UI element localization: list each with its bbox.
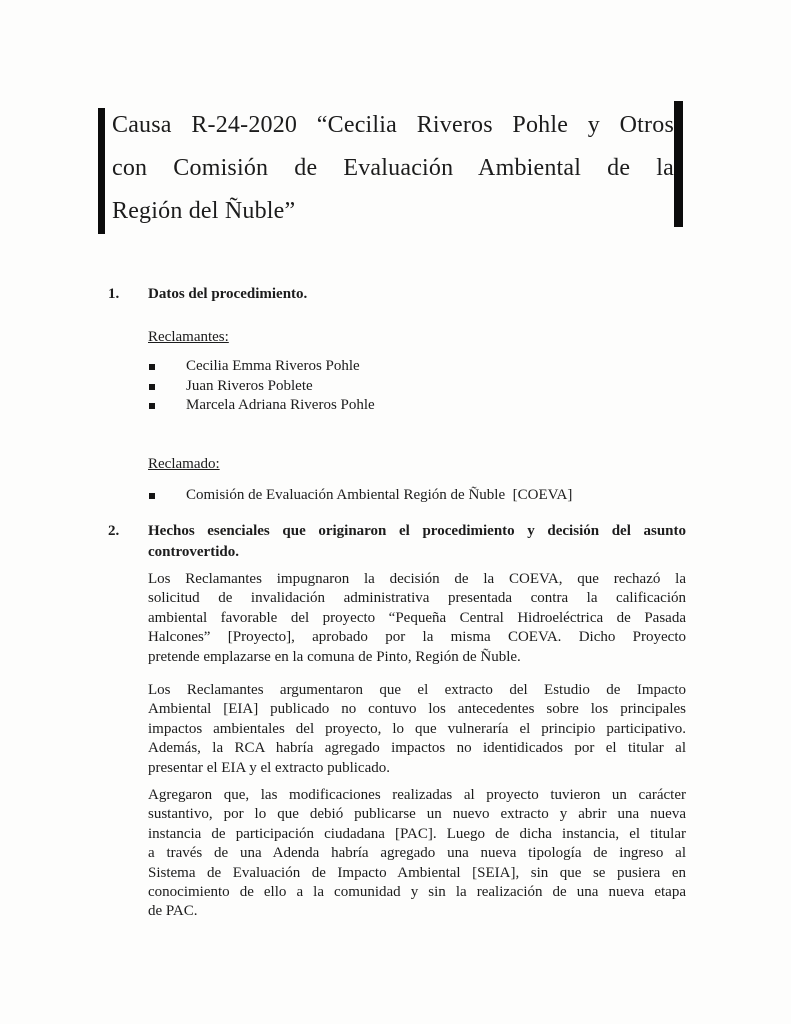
paragraph-line: Además, la RCA habría agregado impactos no identidicados por el titular al	[148, 740, 686, 757]
respondent-label: Reclamado:	[148, 456, 220, 472]
bullet-square-icon	[149, 403, 155, 409]
paragraph-line: Ambiental [EIA] publicado no contuvo los antecedentes sobre los principales	[148, 701, 686, 718]
paragraph-line: pretende emplazarse en la comuna de Pinto, Región de Ñuble.	[148, 648, 521, 665]
paragraph-line: de PAC.	[148, 903, 198, 920]
paragraph-1	[148, 570, 686, 667]
paragraph-3	[148, 786, 686, 922]
paragraph-line: Los Reclamantes impugnaron la decisión de la COEVA, que rechazó la	[148, 571, 686, 587]
paragraph-line: presentar el EIA y el extracto publicado.	[148, 759, 390, 776]
claimant-name: Juan Riveros Poblete	[186, 377, 313, 394]
paragraph-line: solicitud de invalidación administrativa presentada contra la calificación	[148, 590, 686, 607]
section-2-title-line: Hechos esenciales que originaron el procedimiento y decisión del asunto	[148, 523, 686, 539]
paragraph-line: Agregaron que, las modificaciones realizadas al proyecto tuvieron un carácter	[148, 787, 686, 803]
list-item	[148, 486, 686, 506]
paragraph-line: impactos ambientales del proyecto, lo que vulneraría el principio participativo.	[148, 720, 686, 737]
respondent-name: Comisión de Evaluación Ambiental Región de Ñuble [COEVA]	[186, 487, 573, 503]
title-left-bar	[98, 108, 105, 234]
section-2-heading	[108, 521, 686, 563]
case-title-line: Causa R-24-2020 “Cecilia Riveros Pohle y Otros	[112, 112, 674, 138]
paragraph-line: ambiental favorable del proyecto “Pequeña Central Hidroeléctrica de Pasada	[148, 609, 686, 626]
paragraph-line: a través de una Adenda habría agregado una nueva tipología de ingreso al	[148, 845, 686, 862]
bullet-square-icon	[149, 384, 155, 390]
paragraph-2	[148, 681, 686, 778]
section-1-title: Datos del procedimiento.	[148, 286, 308, 302]
list-item	[148, 377, 686, 397]
paragraph-line: instancia de participación ciudadana [PAC]. Luego de dicha instancia, el titular	[148, 825, 686, 842]
claimant-name: Cecilia Emma Riveros Pohle	[186, 358, 360, 374]
bullet-square-icon	[149, 364, 155, 370]
claimants-list	[148, 357, 686, 416]
section-2-number: 2.	[108, 523, 120, 539]
respondent-list	[148, 486, 686, 506]
title-right-bar	[674, 101, 683, 227]
paragraph-line: Los Reclamantes argumentaron que el extracto del Estudio de Impacto	[148, 682, 686, 698]
paragraph-line: sustantivo, por lo que debió publicarse un nuevo extracto y abrir una nueva	[148, 806, 686, 823]
list-item	[148, 357, 686, 377]
claimant-name: Marcela Adriana Riveros Pohle	[186, 397, 375, 414]
paragraph-line: Sistema de Evaluación de Impacto Ambiental [SEIA], sin que se pusiera en	[148, 864, 686, 881]
case-title	[112, 104, 674, 233]
list-item	[148, 396, 686, 416]
section-1-heading	[108, 284, 686, 305]
paragraph-line: conocimiento de ello a la comunidad y sin la realización de una nueva etapa	[148, 884, 686, 901]
case-title-line: con Comisión de Evaluación Ambiental de la	[112, 155, 674, 181]
case-title-line: Región del Ñuble”	[112, 198, 296, 224]
bullet-square-icon	[149, 493, 155, 499]
claimants-label: Reclamantes:	[148, 329, 229, 345]
section-1-number: 1.	[108, 286, 120, 302]
section-2-title-line: controvertido.	[148, 544, 239, 560]
paragraph-line: Halcones” [Proyecto], aprobado por la misma COEVA. Dicho Proyecto	[148, 629, 686, 646]
